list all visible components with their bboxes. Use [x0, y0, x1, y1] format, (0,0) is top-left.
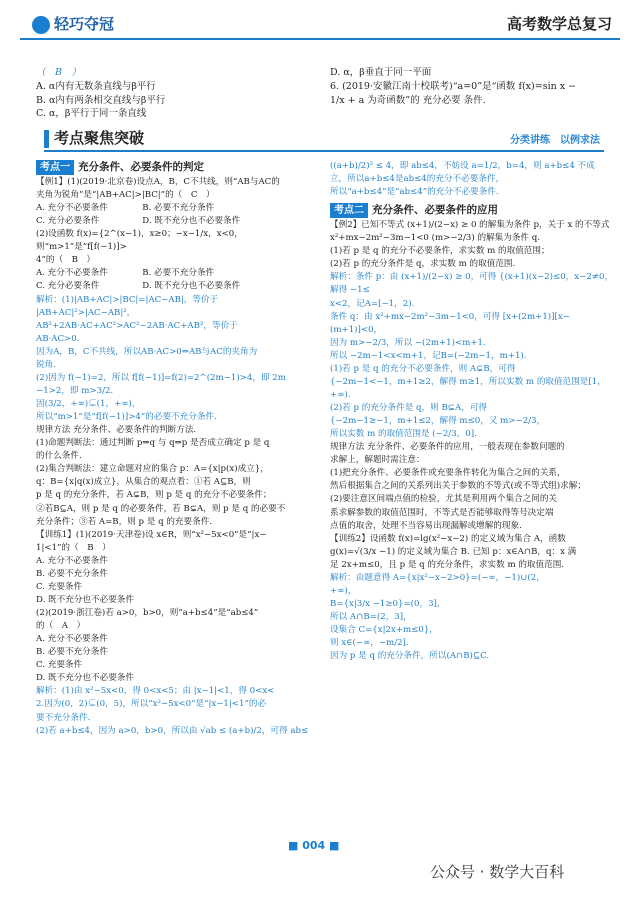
left-lines-line: (2)集合判断法：建立命题对应的集合 p：A={x|p(x)成立}， [36, 464, 269, 475]
left-lines-line: |AB+AC|²>|AC−AB|²， [36, 307, 136, 318]
header-divider [20, 38, 620, 40]
top-left-block [36, 66, 326, 121]
right-lines-line: 条件 q：由 x²+mx−2m²−3m−1<0，可得 [x+(2m+1)][x− [330, 311, 570, 322]
left-lines-line: 【例1】(1)(2019·北京卷)设点A，B，C不共线，则“AB与AC的 [36, 176, 280, 187]
right-lines-line: {−2m−1≥−1，m+1≤2，解得 m≤0，又 m>−2/3， [330, 416, 546, 427]
left-lines-line: (1)命题判断法：通过判断 p⇒q 与 q⇒p 是否成立确定 p 是 q [36, 438, 270, 449]
right-lines-line: (2)要注意区间端点值的检验，尤其是利用两个集合之间的关 [330, 494, 558, 505]
left-lines-line: 解析：(1)由 x²−5x<0，得 0<x<5；由 |x−1|<1，得 0<x< [36, 686, 275, 697]
right-top-lines-line: 所以“a+b≤4”是“ab≤4”的充分不必要条件. [330, 187, 499, 198]
kd2-heading [330, 203, 620, 219]
right-lines-line: 规律方法 充分条件、必要条件的应用，一般表现在参数问题的 [330, 442, 565, 453]
right-column [330, 160, 620, 663]
right-lines-line: 【例2】已知不等式 (x+1)/(2−x) ≥ 0 的解集为条件 p，关于 x 的不等式 [330, 220, 610, 231]
section-title: 考点聚焦突破 [54, 129, 145, 147]
question-6: 6. (2019·安徽江南十校联考)“a=0”是“函数 f(x)=sin x − [330, 80, 577, 92]
right-lines-line: (m+1)]<0， [330, 324, 383, 335]
right-lines-line: 所以 A∩B=(2，3]， [330, 612, 412, 623]
left-lines-line: C. 充要条件 [36, 660, 83, 671]
left-lines-line: 4”的（ B ） [36, 255, 96, 266]
right-lines-line: {−2m−1<−1，m+1≥2，解得 m≥1，所以实数 m 的取值范围是[1， [330, 376, 606, 387]
question-6-cont: 1/x + a 为奇函数”的 充分必要 条件. [330, 94, 486, 106]
logo-badge-icon [32, 16, 50, 34]
left-lines-line: B. 必要不充分条件 [36, 647, 108, 658]
right-top-lines-line: ((a+b)/2)² ≤ 4，即 ab≤4，不妨设 a=1/2，b=4，则 a+b≤4 不成 [330, 161, 595, 171]
left-lines-line: A. 充分不必要条件 [36, 555, 108, 566]
left-lines-line: 因为A，B，C不共线，所以AB·AC>0⇔AB与AC的夹角为 [36, 346, 258, 357]
right-lines-line: 然后根据集合之间的关系列出关于参数的不等式(或不等式组)求解； [330, 481, 586, 492]
left-lines-line: 所以“m>1”是“f[f(−1)]>4”的必要不充分条件. [36, 412, 217, 423]
left-lines-line: D. 既不充分也不必要条件 [36, 673, 134, 684]
right-lines-line: (2)若 p 的充分条件是 q，求实数 m 的取值范围. [330, 259, 516, 270]
left-lines-line: 解析：(1)|AB+AC|>|BC|=|AC−AB|，等价于 [36, 294, 219, 305]
left-text-lines [36, 176, 326, 738]
left-lines-line: C. 充分必要条件 D. 既不充分也不必要条件 [36, 216, 241, 227]
right-text-lines [330, 219, 620, 663]
left-lines-line: −1>2，即 m>3/2. [36, 385, 114, 396]
left-lines-line: C. 充要条件 [36, 581, 83, 592]
logo-text: 轻巧夺冠 [54, 15, 115, 33]
right-lines-line: 因为 p 是 q 的充分条件，所以(A∩B)⊆C. [330, 651, 490, 662]
answer-line: （ B ） [36, 67, 81, 78]
kd1-heading [36, 160, 326, 176]
right-lines-line: (1)若 p 是 q 的充分不必要条件，则 A⊊B，可得 [330, 363, 516, 374]
left-lines-line: (2)若 a+b≤4，因为 a>0，b>0，所以由 √ab ≤ (a+b)/2，可得 ab≤ [36, 725, 309, 736]
left-lines-line: 锐角. [36, 359, 56, 370]
section-subtitle: 分类讲练 以例求法 [510, 135, 600, 146]
left-lines-line: AB·AC>0. [36, 333, 80, 344]
kd2-tag: 考点二 [330, 203, 368, 218]
option-d: D. α，β垂直于同一平面 [330, 67, 432, 78]
left-lines-line: 1|<1”的（ B ） [36, 542, 111, 553]
left-lines-line: 的（ A ） [36, 621, 86, 632]
left-lines-line: B. 必要不充分条件 [36, 568, 108, 579]
left-lines-line: 要不充分条件. [36, 712, 91, 723]
right-lines-line: 足 2x+m≤0，且 p 是 q 的充分条件，求实数 m 的取值范围. [330, 559, 565, 570]
left-lines-line: 夹角为锐角”是“|AB+AC|>|BC|”的（ C ） [36, 190, 215, 201]
right-lines-line: B={x|3/x −1≥0}=(0，3]， [330, 598, 446, 609]
option-a: A. α内有无数条直线与β平行 [36, 80, 156, 92]
left-lines-line: A. 充分不必要条件 [36, 634, 108, 645]
watermark: 公众号 · 数学大百科 [430, 863, 565, 881]
right-lines-line: 设集合 C={x|2x+m≤0}， [330, 625, 438, 636]
left-lines-line: 规律方法 充分条件、必要条件的判断方法. [36, 425, 197, 436]
left-lines-line: (2)设函数 f(x)={2^(x−1)，x≥0；−x−1/x，x<0，则“m>1”是“f[f(−1)]> [36, 229, 243, 253]
right-top-lines-line: 立，所以a+b≤4是ab≤4的充分不必要条件， [330, 174, 505, 185]
right-lines-line: 因为 m>−2/3，所以 −(2m+1)<m+1. [330, 337, 486, 348]
section-header [44, 128, 604, 152]
left-lines-line: q：B={x|q(x)成立}，从集合的观点看：①若 A⊆B，则 [36, 477, 251, 488]
right-lines-line: (2)若 p 的充分条件是 q，则 B⊊A，可得 [330, 403, 487, 414]
header-title: 高考数学总复习 [506, 15, 612, 33]
left-column [36, 160, 326, 738]
left-lines-line: (2)因为 f(−1)=2，所以 f[f(−1)]=f(2)=2^(2m−1)>4，即 2m [36, 372, 286, 383]
right-lines-line: 解析：条件 p：由 (x+1)/(2−x) ≥ 0，可得 {(x+1)(x−2)≤0，x−2≠0，解得 −1≤ [330, 272, 614, 296]
right-top-solution [330, 160, 620, 199]
right-lines-line: 【训练2】设函数 f(x)=lg(x²−x−2) 的定义域为集合 A，函数 [330, 533, 566, 544]
left-lines-line: ②若B⊆A，则 p 是 q 的必要条件，若 B⊊A，则 p 是 q 的必要不 [36, 503, 286, 514]
kd2-title: 充分条件、必要条件的应用 [372, 204, 498, 217]
right-lines-line: (1)把充分条件、必要条件或充要条件转化为集合之间的关系， [330, 468, 566, 479]
left-lines-line: C. 充分必要条件 D. 既不充分也不必要条件 [36, 281, 241, 292]
section-marker [44, 130, 49, 148]
right-lines-line: g(x)=√(3/x −1) 的定义域为集合 B. 已知 p：x∈A∩B，q：x 满 [330, 546, 577, 557]
page-number: ■ 004 ■ [288, 839, 340, 852]
right-lines-line: x<2，记A=[−1，2). [330, 298, 415, 309]
left-lines-line: p 是 q 的充分条件，若 A⊊B，则 p 是 q 的充分不必要条件； [36, 490, 272, 501]
right-lines-line: 所以实数 m 的取值范围是 (−2/3，0]. [330, 429, 477, 440]
kd1-title: 充分条件、必要条件的判定 [78, 161, 204, 173]
right-lines-line: 求解上，解题时需注意： [330, 455, 425, 466]
left-lines-line: 2.因为(0，2)⊊(0，5)，所以“x²−5x<0”是“|x−1|<1”的必 [36, 699, 267, 710]
left-lines-line: 因(3/2，+∞)⊊(1，+∞)， [36, 399, 141, 410]
right-lines-line: 解析：由题意得 A={x|x²−x−2>0}=(−∞，−1)∪(2， [330, 572, 545, 583]
top-right-block [330, 66, 620, 107]
left-lines-line: (2)(2019·浙江卷)若 a>0，b>0，则“a+b≤4”是“ab≤4” [36, 608, 259, 619]
right-lines-line: 则 x∈(−∞，−m/2]. [330, 638, 409, 649]
option-b: B. α内有两条相交直线与β平行 [36, 94, 166, 106]
right-lines-line: 所以 −2m−1<x<m+1，记B=(−2m−1，m+1). [330, 350, 527, 361]
right-lines-line: 点值的取舍，处理不当容易出现漏解或增解的现象. [330, 520, 522, 531]
right-lines-line: +∞). [330, 389, 351, 400]
left-lines-line: A. 充分不必要条件 B. 必要不充分条件 [36, 268, 215, 279]
right-lines-line: (1)若 p 是 q 的充分不必要条件，求实数 m 的取值范围； [330, 246, 550, 257]
left-lines-line: D. 既不充分也不必要条件 [36, 594, 134, 605]
logo [32, 14, 114, 36]
option-c: C. α，β平行于同一条直线 [36, 108, 147, 120]
left-lines-line: 充分条件；③若 A=B，则 p 是 q 的充要条件. [36, 516, 213, 527]
left-lines-line: 【训练1】(1)(2019·天津卷)设 x∈R，则“x²−5x<0”是“|x− [36, 529, 267, 540]
kd1-tag: 考点一 [36, 160, 74, 175]
right-lines-line: +∞)， [330, 585, 357, 596]
right-lines-line: x²+mx−2m²−3m−1<0 (m>−2/3) 的解集为条件 q. [330, 233, 540, 244]
right-lines-line: 系求解参数的取值范围时，不等式是否能够取得等号决定端 [330, 507, 554, 518]
left-lines-line: A. 充分不必要条件 B. 必要不充分条件 [36, 203, 215, 214]
left-lines-line: 的什么条件. [36, 451, 82, 462]
left-lines-line: AB²+2AB·AC+AC²>AC²−2AB·AC+AB²，等价于 [36, 320, 238, 331]
